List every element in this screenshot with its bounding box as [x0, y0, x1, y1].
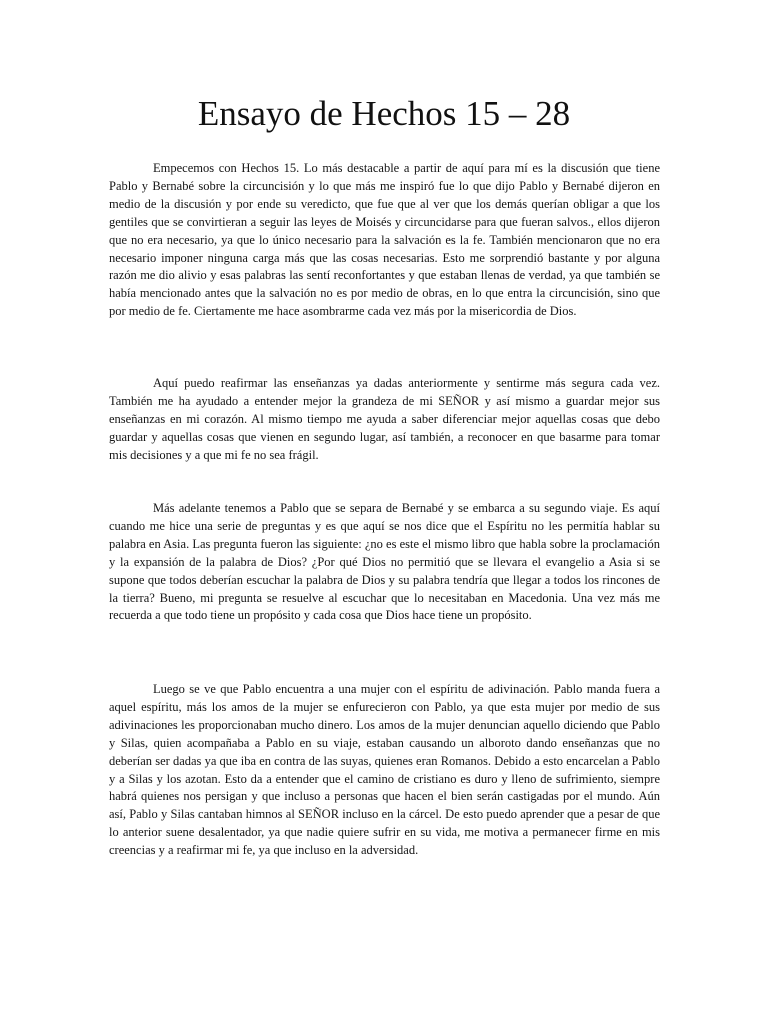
paragraph-reafirmar-ensenanzas: Aquí puedo reafirmar las enseñanzas ya dadas anteriormente y sentirme más segura cada vez. También me ha ayudado a entender mejor la grandeza de mi SEÑOR y así mismo a guardar mejor sus enseñanzas en mi corazón. Al mismo tiempo me ayuda a saber diferenciar mejor aquellas cosas que debo guardar y aquellas cosas que vienen en segundo lugar, así también, a reconocer en que basarme para tomar mis decisiones y a que mi fe no sea frágil. — [109, 376, 660, 462]
paragraph-mujer-adivinacion: Luego se ve que Pablo encuentra a una mujer con el espíritu de adivinación. Pablo manda fuera a aquel espíritu, más los amos de la mujer se enfurecieron con Pablo, ya que esta mujer por medio de sus adivinaciones les proporcionaban mucho dinero. Los amos de la mujer denuncian aquello diciendo que Pablo y Silas, quien acompañaba a Pablo en su viaje, estaban causando un alboroto dando enseñanzas que no deberían ser dadas ya que iba en contra de las suyas, quienes eran Romanos. Debido a esto encarcelan a Pablo y a Silas y los azotan. Esto da a entender que el camino de cristiano es duro y lleno de sufrimiento, siempre habrá quienes nos persigan y que incluso a personas que hacen el bien serán castigadas por el mundo. Aún así, Pablo y Silas cantaban himnos al SEÑOR incluso en la cárcel. De esto puedo aprender que a pesar de que lo anterior suene desalentador, ya que nadie quiere sufrir en su vida, me motiva a permanecer firme en mis creencias y a reafirmar mi fe, ya que incluso en la adversidad. — [109, 682, 660, 858]
paragraph-hechos-15: Empecemos con Hechos 15. Lo más destacable a partir de aquí para mí es la discusión que tiene Pablo y Bernabé sobre la circuncisión y lo que más me inspiró fue lo que dijo Pablo y Bernabé dijeron en medio de la discusión y por ende su veredicto, que fue que al ver que los demás querían obligar a que los gentiles que se convirtieran a seguir las leyes de Moisés y circuncidarse para que fueran salvos., ellos dijeron que no era necesario, ya que lo único necesario para la salvación es la fe. También mencionaron que no era necesario imponer ninguna carga más que las cosas necesarias. Esto me sorprendió bastante y por alguna razón me dio alivio y esas palabras las sentí reconfortantes y que estaban llenas de verdad, ya que también se había mencionado antes que la salvación no es por medio de obras, en lo que entra la circuncisión, sino que por medio de fe. Ciertamente me hace asombrarme cada vez más por la misericordia de Dios. — [109, 161, 660, 319]
paragraph-segundo-viaje: Más adelante tenemos a Pablo que se separa de Bernabé y se embarca a su segundo viaje. Es aquí cuando me hice una serie de preguntas y es que aquí se nos dice que el Espíritu no les permitía hablar su palabra en Asia. Las pregunta fueron las siguiente: ¿no es este el mismo libro que habla sobre la proclamación y la expansión de la palabra de Dios? ¿Por qué Dios no permitió que se llevara el evangelio a Asia si se supone que todos deberían escuchar la palabra de Dios y su palabra tendría que llegar a todos los rincones de la tierra? Bueno, mi pregunta se resuelve al escuchar que lo necesitaban en Macedonia. Una vez más me recuerda a que todo tiene un propósito y cada cosa que Dios hace tiene un propósito. — [109, 501, 660, 623]
document-title: Ensayo de Hechos 15 – 28 — [197, 94, 571, 133]
